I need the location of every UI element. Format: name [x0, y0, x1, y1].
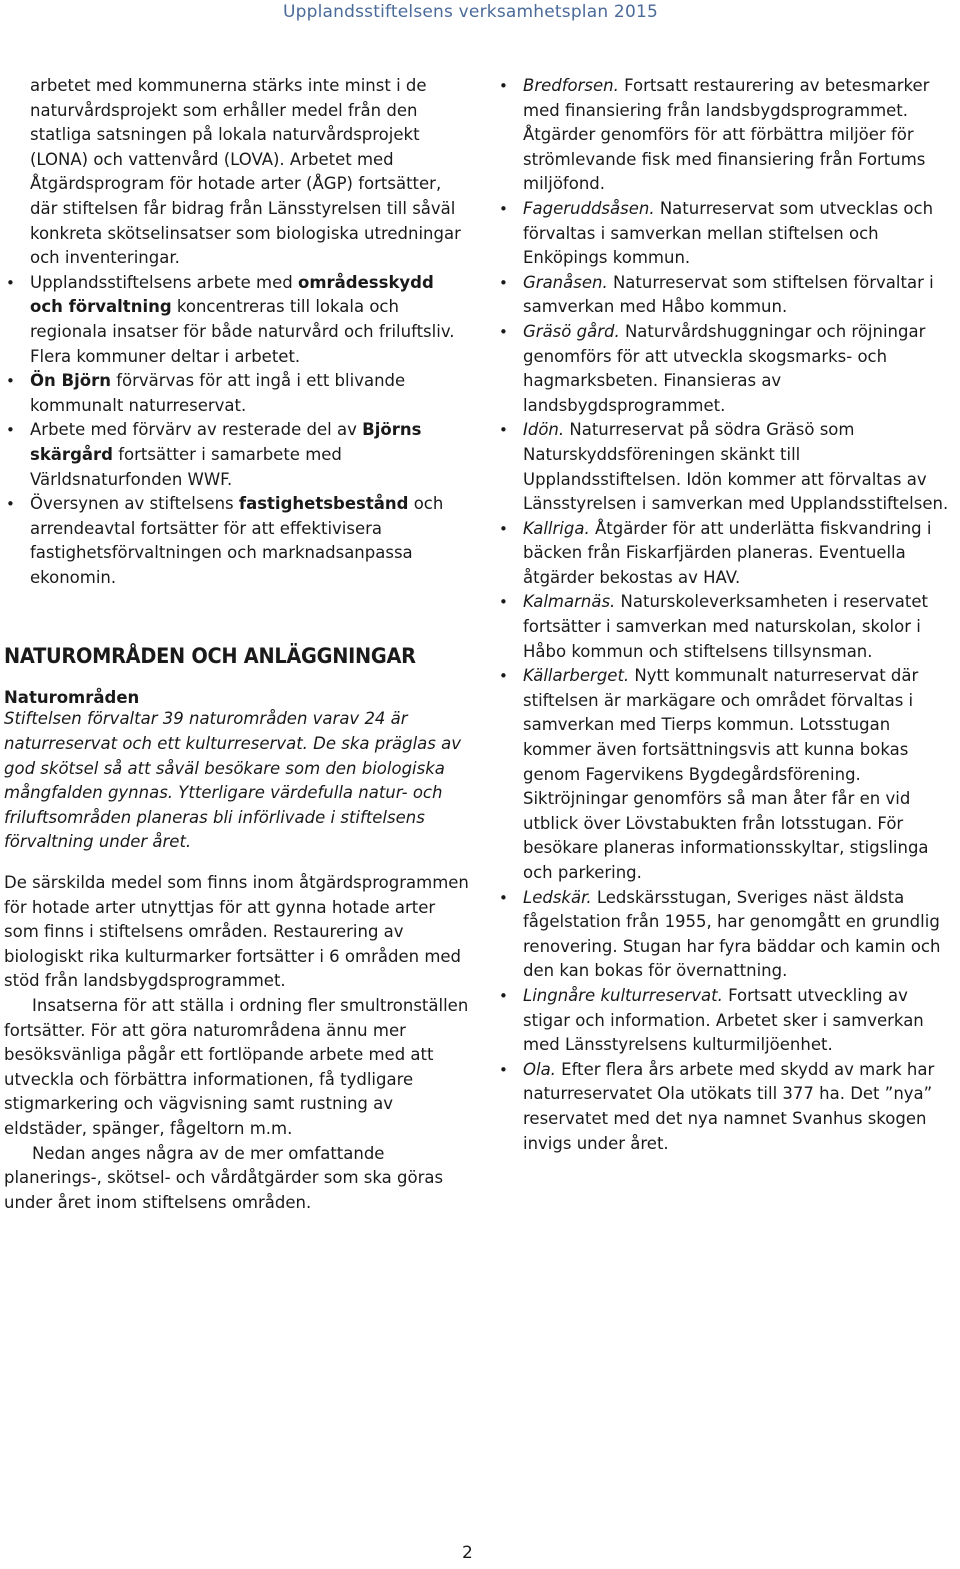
- list-item: [4, 369, 470, 418]
- area-text: Efter flera års arbete med skydd av mark har naturreservatet Ola utökats till 377 ha. Det ”nya” reservatet med det nya namnet Svanhus skogen invigs under året.: [523, 1059, 935, 1153]
- area-text: Ledskärsstugan, Sveriges näst äldsta fågelstation från 1955, har genomgått en grundlig renovering. Stugan har fyra bäddar och kamin och den kan bokas för övernattning.: [523, 887, 941, 981]
- right-column: [497, 74, 953, 1156]
- area-name: Kalmarnäs.: [523, 592, 616, 612]
- area-name: Idön.: [523, 420, 565, 440]
- area-text: Åtgärder för att underlätta fiskvandring i bäcken från Fiskarfjärden planeras. Eventuella åtgärder bekostas av HAV.: [523, 518, 932, 587]
- area-name: Källarberget.: [523, 666, 630, 686]
- bullet-bold-term: områdesskydd och förvaltning: [30, 272, 434, 317]
- area-text: Fortsatt restaurering av betesmarker med finansiering från landsbygdsprogrammet. Åtgärder genomförs för att förbättra miljöer för strömlevande fisk med finansiering från Fortums miljöfond.: [523, 76, 930, 194]
- bullet-text: och arrendeavtal fortsätter för att effektivisera fastighetsförvaltningen och marknadsanpassa ekonomin.: [30, 494, 444, 587]
- bullet-list: [4, 271, 470, 591]
- left-column: [4, 74, 470, 1215]
- list-item: [4, 418, 470, 492]
- area-text: Naturvårdshuggningar och röjningar genomförs för att utveckla skogsmarks- och hagmarksbeten. Finansieras av landsbygdsprogrammet.: [523, 321, 926, 415]
- list-item: [497, 320, 953, 418]
- bullet-bold-term: fastighetsbestånd: [238, 494, 409, 514]
- list-item: [497, 984, 953, 1058]
- list-item: [497, 271, 953, 320]
- bullet-text: koncentreras till lokala och regionala insatser för både naturvård och friluftsliv. Flera kommuner deltar i arbetet.: [30, 297, 455, 366]
- area-name: Bredforsen.: [523, 76, 619, 95]
- bullet-text: Arbete med förvärv av resterade del av: [30, 420, 363, 440]
- page-number: 2: [462, 1543, 473, 1563]
- subsection-heading: Naturområden: [4, 688, 140, 708]
- body-paragraph: De särskilda medel som finns inom åtgärdsprogrammen för hotade arter utnyttjas för att gynna hotade arter som finns i stiftelsens områden. Restaurering av biologiskt rika kulturmarker fortsätter i 6 områden med stöd från landsbygdsprogrammet.: [4, 873, 469, 991]
- area-name: Lingnåre kulturreservat.: [523, 985, 723, 1005]
- body-paragraph: Nedan anges några av de mer omfattande planerings-, skötsel- och vårdåtgärder som ska göras under året inom stiftelsens områden.: [4, 1143, 444, 1212]
- bullet-bold-term: Ön Björn: [30, 371, 111, 391]
- list-item: [4, 492, 470, 590]
- bullet-text: fortsätter i samarbete med Världsnaturfonden WWF.: [30, 444, 342, 489]
- bullet-text: Översynen av stiftelsens: [30, 494, 239, 514]
- bullet-text: förvärvas för att ingå i ett blivande kommunalt naturreservat.: [30, 371, 406, 415]
- area-name: Ola.: [523, 1059, 556, 1079]
- area-name: Ledskär.: [523, 887, 592, 907]
- list-item: [497, 74, 953, 197]
- area-list: [497, 74, 953, 1156]
- area-name: Fageruddsåsen.: [523, 198, 655, 218]
- area-name: Granåsen.: [523, 272, 608, 292]
- list-item: [497, 886, 953, 984]
- lead-paragraph: Stiftelsen förvaltar 39 naturområden varav 24 är naturreservat och ett kulturreservat. De ska präglas av god skötsel så att såväl besökare som den biologiska mångfalden gynnas. Ytterligare värdefulla natur- och friluftsområden planeras bli införlivade i stiftelsens förvaltning under året.: [4, 709, 462, 852]
- area-text: Naturreservat på södra Gräsö som Naturskyddsföreningen skänkt till Upplandsstiftelsen. Idön kommer att förvaltas av Länsstyrelsen i samverkan med Upplandsstiftelsen.: [523, 420, 949, 514]
- area-text: Fortsatt utveckling av stigar och information. Arbetet sker i samverkan med Länsstyrelsens kulturmiljöenhet.: [523, 985, 924, 1055]
- list-item: [497, 197, 953, 271]
- area-text: Naturskoleverksamheten i reservatet fortsätter i samverkan med naturskolan, skolor i Håbo kommun och stiftelsens tillsynsman.: [523, 592, 928, 661]
- section-heading: NATUROMRÅDEN OCH ANLÄGGNINGAR: [4, 644, 416, 669]
- list-item: [497, 1058, 953, 1156]
- bullet-bold-term: Björns skärgård: [30, 420, 422, 464]
- list-item: [4, 271, 470, 369]
- area-text: Naturreservat som utvecklas och förvaltas i samverkan mellan stiftelsen och Enköpings kommun.: [523, 198, 934, 268]
- area-text: Naturreservat som stiftelsen förvaltar i samverkan med Håbo kommun.: [523, 272, 934, 317]
- list-item: [497, 418, 953, 516]
- list-item: [497, 517, 953, 591]
- list-item: [497, 664, 953, 885]
- bullet-text: Upplandsstiftelsens arbete med: [30, 272, 298, 292]
- body-paragraph: Insatserna för att ställa i ordning fler smultronställen fortsätter. För att göra naturområdena ännu mer besöksvänliga pågår ett fortlöpande arbete med att utveckla och förbättra informationen, få tydligare stigmarkering och vägvisning samt rustning av eldstäder, spänger, fågeltorn m.m.: [4, 996, 469, 1138]
- list-item: [497, 590, 953, 664]
- area-name: Gräsö gård.: [523, 321, 620, 341]
- area-name: Kallriga.: [523, 518, 590, 538]
- area-text: Nytt kommunalt naturreservat där stiftelsen är markägare och området förvaltas i samverkan med Tierps kommun. Lotsstugan kommer även fortsättningsvis att kunna bokas genom Fagervikens Bygdegårdsförening. Siktröjningar genomförs så man åter får en vid utblick över Lövstabukten från lotsstugan. För besökare planeras informationsskyltar, stigslinga och parkering.: [523, 666, 929, 882]
- running-header: Upplandsstiftelsens verksamhetsplan 2015: [282, 2, 658, 22]
- intro-paragraph: arbetet med kommunerna stärks inte minst i de naturvårdsprojekt som erhåller medel från den statliga satsningen på lokala naturvårdsprojekt (LONA) och vattenvård (LOVA). Arbetet med Åtgärdsprogram för hotade arter (ÅGP) fortsätter, där stiftelsen får bidrag från Länsstyrelsen till såväl konkreta skötselinsatser som biologiska utredningar och inventeringar.: [30, 76, 461, 268]
